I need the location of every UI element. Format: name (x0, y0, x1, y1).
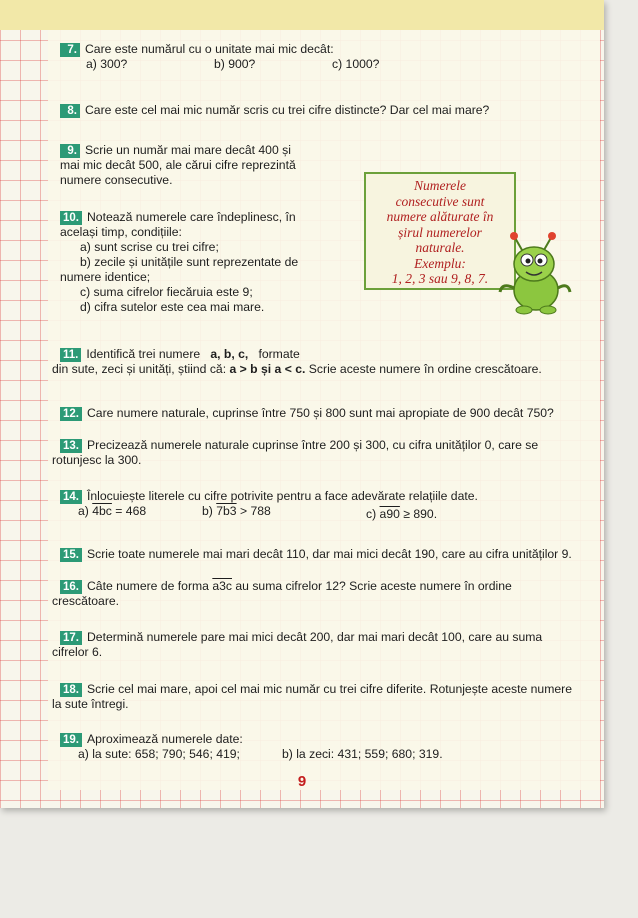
option-label: a) (78, 504, 89, 518)
exercise-line: rotunjesc la 300. (52, 453, 142, 467)
exercise-text: Care este cel mai mic număr scris cu trei cifre distincte? Dar cel mai mare? (85, 103, 490, 117)
overlined-number: a3c (212, 579, 232, 593)
exercise-line: la sute întregi. (52, 697, 129, 711)
exercise-line: c) suma cifrelor fiecăruia este 9; (80, 285, 253, 299)
exercise-text: Care numere naturale, cuprinse între 750 și 800 sunt mai apropiate de 900 decât 750? (87, 406, 554, 420)
option-a: a) la sute: 658; 790; 546; 419; (78, 747, 240, 761)
definition-line: șirul numerelor (398, 224, 482, 240)
option-b: b) 900? (214, 57, 256, 71)
definition-line: Exemplu: (414, 255, 466, 271)
option-label: c) (366, 507, 377, 521)
exercise-text: Aproximează numerele date: (87, 732, 243, 746)
exercise-number: 17. (60, 631, 82, 645)
exercise-16 (52, 579, 588, 609)
exercise-line: numere identice; (60, 270, 151, 284)
exercise-number: 16. (60, 580, 82, 594)
exercise-number: 19. (60, 733, 82, 747)
exercise-line: cifrelor 6. (52, 645, 103, 659)
exercise-line: același timp, condițiile: (60, 225, 182, 239)
exercise-text: formate (258, 347, 300, 361)
exercise-line: Determină numerele pare mai mici decât 200, dar mai mari decât 100, care au suma (87, 630, 543, 644)
exercise-text: Înlocuiește literele cu cifre potrivite pentru a face adevărate relațiile date. (87, 489, 478, 503)
exercise-number: 18. (60, 683, 82, 697)
exercise-7 (60, 42, 588, 76)
exercise-18 (52, 682, 588, 712)
exercise-8 (60, 103, 588, 118)
exercise-text: Identifică trei numere (86, 347, 201, 361)
option-rest: ≥ 890. (403, 507, 438, 521)
option-a: a) 300? (86, 57, 128, 71)
exercise-text: Care este numărul cu o unitate mai mic decât: (85, 42, 334, 56)
page-number: 9 (297, 773, 307, 790)
exercise-number: 13. (60, 439, 82, 453)
exercise-text: Câte numere de forma (87, 579, 209, 593)
exercise-text: au suma cifrelor 12? Scrie aceste numere în ordine (235, 579, 512, 593)
condition: a > b și a < c. (229, 362, 306, 376)
exercise-number: 7. (60, 43, 80, 57)
exercise-number: 11. (60, 348, 81, 362)
exercise-number: 14. (60, 490, 82, 504)
exercise-line: d) cifra sutelor este cea mai mare. (80, 300, 265, 314)
exercise-line: numere consecutive. (60, 173, 173, 187)
exercise-line: b) zecile și unitățile sunt reprezentate de (80, 255, 299, 269)
exercise-14 (60, 489, 588, 523)
overlined-number: 4bc (92, 504, 112, 518)
exercise-12 (60, 406, 588, 421)
alien-mascot-illustration (494, 230, 574, 320)
exercise-line: Scrie un număr mai mare decât 400 și (85, 143, 291, 157)
exercise-number: 15. (60, 548, 82, 562)
exercise-line: mai mic decât 500, ale cărui cifre reprezintă (60, 158, 296, 172)
exercise-line: Precizează numerele naturale cuprinse între 200 și 300, cu cifra unităților 0, care se (87, 438, 539, 452)
option-rest: = 468 (115, 504, 147, 518)
exercise-text: Scrie toate numerele mai mari decât 110, dar mai mici decât 190, care au cifra unităților 9. (87, 547, 572, 561)
option-label: b) (202, 504, 213, 518)
exercise-9 (60, 143, 360, 188)
exercise-text: din sute, zeci și unități, știind că: (52, 362, 227, 376)
exercise-line: Scrie cel mai mare, apoi cel mai mic număr cu trei cifre diferite. Rotunjește aceste numere (87, 682, 572, 696)
definition-line: numere alăturate în (386, 209, 494, 224)
exercise-line: Notează numerele care îndeplinesc, în (87, 210, 296, 224)
exercise-line: a) sunt scrise cu trei cifre; (80, 240, 219, 254)
exercise-text: Scrie aceste numere în ordine crescătoare. (308, 362, 542, 376)
definition-line: Numerele (414, 178, 466, 193)
exercise-15 (60, 547, 588, 562)
exercise-number: 12. (60, 407, 82, 421)
exercise-13 (52, 438, 588, 468)
exercise-17 (52, 630, 588, 660)
option-rest: > 788 (239, 504, 271, 518)
exercise-number: 8. (60, 104, 80, 118)
exercise-number: 10. (60, 211, 82, 225)
overlined-number: 7b3 (216, 504, 237, 518)
definition-line: consecutive sunt (395, 193, 485, 209)
definition-line: naturale. (415, 240, 465, 255)
option-c: c) 1000? (332, 57, 380, 71)
exercise-19 (60, 732, 588, 766)
variables: a, b, c, (210, 347, 249, 361)
overlined-number: a90 (379, 507, 400, 521)
top-band (0, 0, 604, 30)
option-b: b) la zeci: 431; 559; 680; 319. (282, 747, 443, 761)
exercise-10 (60, 210, 360, 315)
exercise-line: crescătoare. (52, 594, 120, 608)
exercise-11 (52, 347, 588, 377)
definition-line: 1, 2, 3 sau 9, 8, 7. (391, 271, 489, 286)
exercise-number: 9. (60, 144, 80, 158)
